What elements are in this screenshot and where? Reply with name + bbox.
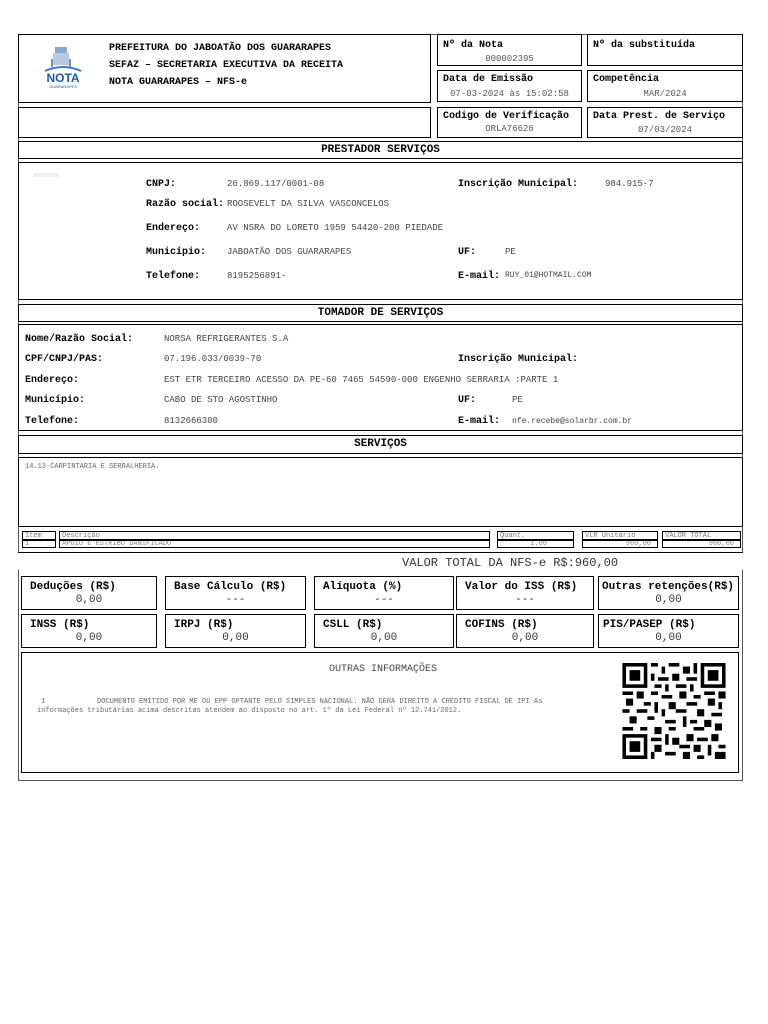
nota-competencia-value: MAR/2024 xyxy=(643,89,687,99)
header-box xyxy=(18,34,431,103)
outras-retencoes-value: 0,00 xyxy=(655,594,682,606)
base-value: --- xyxy=(225,594,246,606)
nota-competencia-label: Competência xyxy=(593,74,660,85)
prestador-cnpj-label: CNPJ: xyxy=(146,179,177,190)
prefeitura-logo xyxy=(41,45,85,89)
tomador-uf-value: PE xyxy=(512,395,523,405)
cofins-box xyxy=(456,614,594,648)
cofins-label: COFINS (R$) xyxy=(465,619,538,631)
tomador-uf-label: UF: xyxy=(458,395,477,406)
pis-box xyxy=(598,614,739,648)
deducoes-value: 0,00 xyxy=(75,594,103,606)
servicos-box xyxy=(18,457,743,527)
prestador-im-label: Inscrição Municipal: xyxy=(458,179,579,190)
qr-code-icon xyxy=(622,663,726,759)
nota-substituida-box xyxy=(587,34,743,66)
iss-box xyxy=(456,576,594,610)
prestador-municipio-label: Município: xyxy=(146,247,207,258)
prestador-box xyxy=(18,162,743,300)
tomador-email-label: E-mail: xyxy=(458,416,501,427)
prestador-title-text: PRESTADOR SERVIÇOS xyxy=(321,144,440,156)
svg-text:NOTA: NOTA xyxy=(46,71,80,85)
tomador-im-label: Inscrição Municipal: xyxy=(458,354,579,365)
tomador-telefone-value: 8132666300 xyxy=(164,416,219,426)
tomador-endereco-label: Endereço: xyxy=(25,375,80,386)
outras-info-title: OUTRAS INFORMAÇÕES xyxy=(329,664,438,675)
table-row-total: 960,00 xyxy=(662,540,741,548)
cofins-value: 0,00 xyxy=(511,632,539,644)
prestador-uf-value: PE xyxy=(505,247,516,257)
tomador-title-text: TOMADOR DE SERVIÇOS xyxy=(317,307,444,319)
nota-substituida-label: Nº da substituída xyxy=(593,40,696,51)
tomador-municipio-label: Município: xyxy=(25,395,86,406)
prestador-cnpj-value: 26.869.117/0001-08 xyxy=(227,179,325,189)
servicos-title xyxy=(18,435,743,454)
deducoes-label: Deduções (R$) xyxy=(30,581,116,593)
table-row-item: 1 xyxy=(22,540,56,548)
table-row-vlr: 960,00 xyxy=(582,540,658,548)
nota-prest-box xyxy=(587,107,743,138)
tomador-title xyxy=(18,304,743,322)
col-quant-header: Quant. xyxy=(497,531,574,540)
prestador-faded-logo xyxy=(33,173,59,177)
header-line2: SEFAZ – SECRETARIA EXECUTIVA DA RECEITA xyxy=(109,60,344,71)
deducoes-box xyxy=(21,576,157,610)
irpj-label: IRPJ (R$) xyxy=(174,619,234,631)
irpj-value: 0,00 xyxy=(222,632,249,644)
tomador-nome-label: Nome/Razão Social: xyxy=(25,334,134,345)
table-row-quant: 1.00 xyxy=(497,540,574,548)
tomador-email-value: nfe.recebe@solarbr.com.br xyxy=(512,417,633,426)
nota-verificacao-value: ORLA76626 xyxy=(485,124,534,134)
outras-retencoes-box xyxy=(598,576,739,610)
csll-box xyxy=(314,614,454,648)
tomador-cpf-value: 07.196.033/0039-70 xyxy=(164,354,262,364)
inss-label: INSS (R$) xyxy=(30,619,90,631)
prestador-endereco-value: AV NSRA DO LORETO 1959 54420-200 PIEDADE xyxy=(227,223,444,233)
servicos-title-text: SERVIÇOS xyxy=(354,438,407,450)
aliquota-box xyxy=(314,576,454,610)
nota-emissao-value: 07-03-2024 às 15:02:58 xyxy=(450,89,569,99)
inss-box xyxy=(21,614,157,648)
csll-value: 0,00 xyxy=(370,632,398,644)
aliquota-value: --- xyxy=(374,594,394,606)
tomador-telefone-label: Telefone: xyxy=(25,416,80,427)
prestador-email-label: E-mail: xyxy=(458,271,501,282)
svg-text:GUARARAPES: GUARARAPES xyxy=(49,84,77,89)
nota-verificacao-label: Codigo de Verificação xyxy=(443,111,570,122)
outras-info-marker: 1 xyxy=(41,698,46,706)
prestador-title xyxy=(18,141,743,159)
pis-label: PIS/PASEP (R$) xyxy=(603,619,696,631)
nota-numero-value: 000002395 xyxy=(485,54,534,64)
valor-total-text: VALOR TOTAL DA NFS-e R$:960,00 xyxy=(402,556,619,570)
logo-icon xyxy=(41,45,85,89)
prestador-municipio-value: JABOATÃO DOS GUARARAPES xyxy=(227,247,352,257)
table-row-desc: APOIO E ESTRIBO DANIFICADO xyxy=(59,540,490,548)
tomador-nome-value: NORSA REFRIGERANTES S.A xyxy=(164,334,289,344)
csll-label: CSLL (R$) xyxy=(323,619,383,631)
iss-value: --- xyxy=(515,594,535,606)
col-total-header: VALOR TOTAL xyxy=(662,531,741,540)
tomador-cpf-label: CPF/CNPJ/PAS: xyxy=(25,354,104,365)
prestador-email-value: RUY_01@HOTMAIL.COM xyxy=(505,271,592,280)
prestador-endereco-label: Endereço: xyxy=(146,223,201,234)
nota-numero-box xyxy=(437,34,582,66)
prestador-telefone-label: Telefone: xyxy=(146,271,201,282)
valor-total-box xyxy=(18,552,743,570)
nota-competencia-box xyxy=(587,70,743,102)
col-vlr-header: VLR Unitário xyxy=(582,531,658,540)
nota-prest-value: 07/03/2024 xyxy=(637,125,692,135)
tomador-municipio-value: CABO DE STO AGOSTINHO xyxy=(164,395,278,405)
outras-retencoes-label: Outras retenções(R$) xyxy=(602,581,735,593)
prestador-telefone-value: 8195256891- xyxy=(227,271,287,281)
servicos-descricao: 14.13-CARPINTARIA E SERRALHERIA. xyxy=(25,463,160,471)
nota-verificacao-box xyxy=(437,107,582,138)
outras-info-text2: informações tributárias acima descritas atendem ao disposto no art. 1º da Lei Federal nº 12.741/2012. xyxy=(37,707,462,715)
prestador-im-value: 984.915-7 xyxy=(605,179,654,189)
iss-label: Valor do ISS (R$) xyxy=(465,581,578,593)
pis-value: 0,00 xyxy=(655,632,682,644)
col-desc-header: Descrição xyxy=(59,531,490,540)
base-box xyxy=(165,576,306,610)
inss-value: 0,00 xyxy=(75,632,103,644)
nota-numero-label: Nº da Nota xyxy=(443,40,504,51)
irpj-box xyxy=(165,614,306,648)
nota-prest-label: Data Prest. de Serviço xyxy=(593,111,726,122)
nota-emissao-box xyxy=(437,70,582,102)
tomador-box xyxy=(18,324,743,431)
col-item-header: Item xyxy=(22,531,56,540)
header-line1: PREFEITURA DO JABOATÃO DOS GUARARAPES xyxy=(109,43,332,54)
prestador-razao-value: ROOSEVELT DA SILVA VASCONCELOS xyxy=(227,199,390,209)
header-blank-box xyxy=(18,107,431,138)
aliquota-label: Alíquota (%) xyxy=(323,581,403,593)
outras-info-text1: DOCUMENTO EMITIDO POR ME OU EPP OPTANTE PELO SIMPLES NACIONAL. NÃO GERA DIREITO A CRÉDITO FISCAL DE IPI As xyxy=(97,698,543,706)
header-line3: NOTA GUARARAPES – NFS-e xyxy=(109,77,248,88)
tomador-endereco-value: EST ETR TERCEIRO ACESSO DA PE-60 7465 54590-000 ENGENHO SERRARIA :PARTE 1 xyxy=(164,375,559,385)
nota-emissao-label: Data de Emissão xyxy=(443,74,534,85)
prestador-uf-label: UF: xyxy=(458,247,477,258)
prestador-razao-label: Razão social: xyxy=(146,199,225,210)
base-label: Base Cálculo (R$) xyxy=(174,581,287,593)
